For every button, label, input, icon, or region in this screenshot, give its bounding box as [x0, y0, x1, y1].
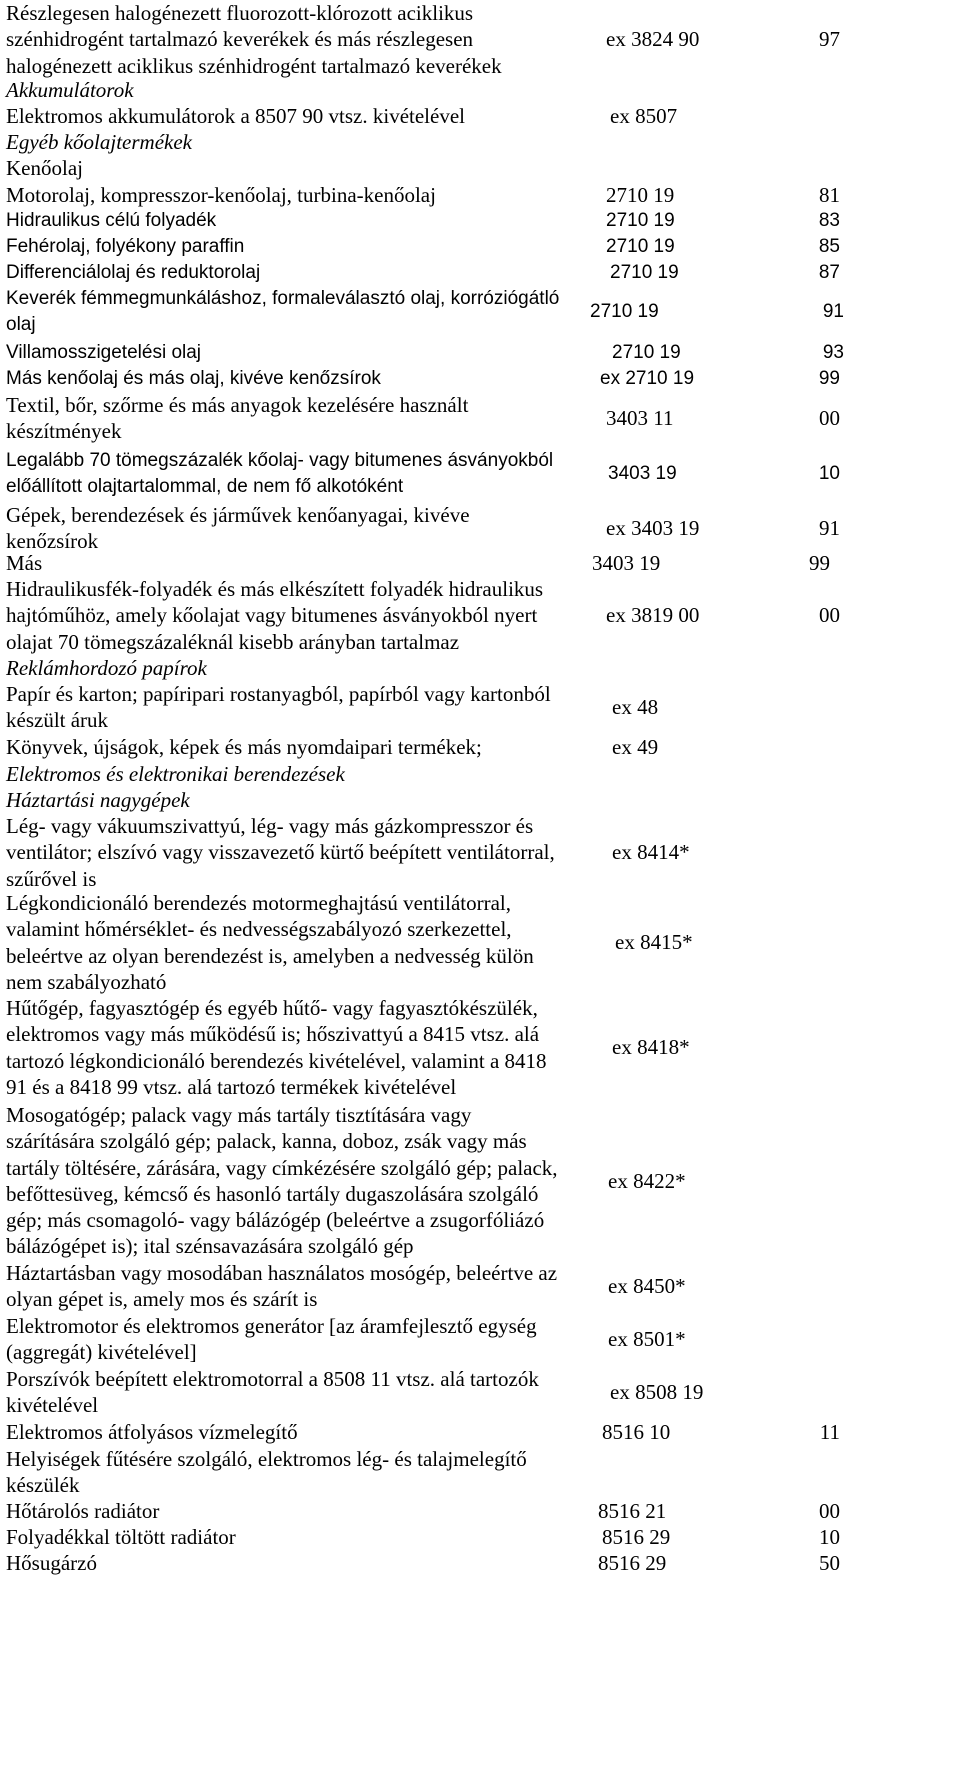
tariff-code: 8516 10	[602, 1420, 671, 1444]
description-line: gép; más csomagoló- vagy bálázógép (beleértve a zsugorfóliázó	[6, 1208, 545, 1233]
description-line: elektromos vagy más működésű is; hőszivattyú a 8415 vtsz. alá	[6, 1022, 540, 1047]
tariff-code: ex 8418*	[612, 1035, 690, 1060]
description-line: Textil, bőr, szőrme és más anyagok kezelésére használt	[6, 393, 469, 417]
item-description	[6, 1524, 676, 1550]
item-description	[6, 550, 676, 576]
item-description	[6, 1102, 676, 1260]
tariff-subcode: 99	[818, 368, 840, 389]
description-line: Folyadékkal töltött radiátor	[6, 1525, 236, 1549]
tariff-code: 2710 19	[590, 301, 659, 323]
tariff-code: ex 8507	[610, 104, 678, 128]
description-line: szénhidrogént tartalmazó keverékek és más részlegesen	[6, 27, 474, 52]
item-description	[6, 1313, 676, 1366]
description-line: Porszívók beépített elektromotorral a 8508 11 vtsz. alá tartozók	[6, 1367, 539, 1391]
description-line: olaj	[6, 314, 36, 336]
description-line: Hűtőgép, fagyasztógép és egyéb hűtő- vagy fagyasztókészülék,	[6, 996, 538, 1020]
tariff-code: ex 49	[612, 735, 659, 759]
description-line: olajat 70 tömegszázaléknál kisebb arányban tartalmaz	[6, 629, 460, 654]
tariff-code: 3403 19	[592, 551, 661, 575]
item-description	[6, 995, 676, 1100]
description-line: Egyéb kőolajtermékek	[6, 130, 192, 154]
item-description	[6, 1366, 676, 1419]
description-line: Részlegesen halogénezett fluorozott-klórozott aciklikus	[6, 1, 474, 25]
description-line: Háztartási nagygépek	[6, 788, 190, 812]
tariff-subcode: 00	[819, 603, 840, 628]
item-description	[6, 0, 676, 79]
description-line: Hidraulikusfék-folyadék és más elkészített folyadék hidraulikus	[6, 577, 544, 601]
description-line: befőttesüveg, kémcső és hasonló tartály dugaszolására szolgáló	[6, 1181, 539, 1206]
item-description	[6, 286, 676, 339]
item-description	[6, 502, 676, 555]
tariff-code: 3403 19	[608, 463, 677, 485]
description-line: Mosogatógép; palack vagy más tartály tisztítására vagy	[6, 1103, 472, 1127]
item-description	[6, 734, 676, 760]
description-line: ventilátor; elszívó vagy visszavezető kürtő beépített ventilátorral,	[6, 840, 555, 865]
tariff-code: ex 2710 19	[600, 368, 695, 389]
tariff-code: ex 8422*	[608, 1168, 686, 1193]
description-line: nem szabályozható	[6, 969, 167, 994]
description-line: 91 és a 8418 99 vtsz. alá tartozó termékek kivételével	[6, 1074, 457, 1099]
tariff-code: ex 8508 19	[610, 1380, 704, 1405]
description-line: Elektromos átfolyásos vízmelegítő	[6, 1420, 298, 1444]
description-line: Hősugárzó	[6, 1551, 97, 1575]
item-description	[6, 392, 676, 445]
description-line: előállított olajtartalommal, de nem fő alkotóként	[6, 476, 404, 498]
item-description	[6, 787, 676, 813]
item-description	[6, 1550, 676, 1576]
description-line: készülék	[6, 1473, 80, 1498]
description-line: kivételével	[6, 1393, 99, 1418]
item-description	[6, 129, 676, 155]
description-line: Elektromos és elektronikai berendezések	[6, 762, 345, 786]
tariff-subcode: 10	[819, 1525, 840, 1549]
item-description	[6, 681, 676, 734]
item-description	[6, 1446, 676, 1499]
tariff-code: ex 8414*	[612, 840, 690, 865]
item-description	[6, 155, 676, 181]
description-line: Keverék fémmegmunkáláshoz, formaleválasztó olaj, korróziógátló	[6, 288, 560, 309]
description-line: Kenőolaj	[6, 156, 83, 180]
tariff-subcode: 50	[819, 1551, 840, 1575]
tariff-subcode: 10	[818, 463, 840, 485]
item-description	[6, 1419, 676, 1445]
description-line: Háztartásban vagy mosodában használatos mosógép, beleértve az	[6, 1261, 558, 1285]
item-description	[6, 260, 676, 286]
item-description	[6, 1498, 676, 1524]
description-line: Villamosszigetelési olaj	[6, 342, 202, 363]
description-line: Gépek, berendezések és járművek kenőanyagai, kivéve	[6, 503, 470, 527]
item-description	[6, 208, 676, 234]
description-line: Lég- vagy vákuumszivattyú, lég- vagy más gázkompresszor és	[6, 814, 534, 838]
description-line: valamint hőmérséklet- és nedvességszabályozó szerkezettel,	[6, 917, 512, 942]
tariff-code: 2710 19	[606, 236, 675, 257]
item-description	[6, 340, 676, 366]
description-line: Könyvek, újságok, képek és más nyomdaipari termékek;	[6, 735, 482, 759]
tariff-subcode: 00	[819, 1499, 840, 1523]
description-line: szárítására szolgáló gép; palack, kanna, doboz, zsák vagy más	[6, 1129, 527, 1154]
description-line: Hőtárolós radiátor	[6, 1499, 160, 1523]
item-description	[6, 234, 676, 260]
tariff-subcode: 85	[818, 236, 840, 257]
tariff-code: 2710 19	[610, 262, 679, 283]
tariff-subcode: 97	[819, 27, 840, 52]
tariff-code: 8516 29	[598, 1551, 667, 1575]
description-line: tartozó légkondicionáló berendezés kivételével, valamint a 8418	[6, 1048, 547, 1073]
tariff-code: ex 8450*	[608, 1274, 686, 1299]
tariff-code: 3403 11	[606, 406, 674, 431]
tariff-code: 8516 29	[602, 1525, 671, 1549]
item-description	[6, 366, 676, 392]
description-line: (aggregát) kivételével]	[6, 1340, 197, 1365]
description-line: Reklámhordozó papírok	[6, 656, 207, 680]
tariff-subcode: 83	[818, 210, 840, 231]
tariff-code: ex 8501*	[608, 1327, 686, 1352]
description-line: Hidraulikus célú folyadék	[6, 210, 217, 231]
item-description	[6, 448, 676, 501]
description-line: Légkondicionáló berendezés motormeghajtású ventilátorral,	[6, 891, 511, 915]
description-line: kenőzsírok	[6, 529, 99, 554]
tariff-subcode: 00	[819, 406, 840, 431]
item-description	[6, 1260, 676, 1313]
tariff-code: ex 3819 00	[606, 603, 700, 628]
item-description	[6, 103, 676, 129]
description-line: készült áruk	[6, 708, 109, 733]
description-line: Fehérolaj, folyékony paraffin	[6, 236, 245, 257]
tariff-subcode: 81	[819, 183, 840, 207]
description-line: Differenciálolaj és reduktorolaj	[6, 262, 261, 283]
description-line: beleértve az olyan berendezést is, amelyben a nedvesség külön	[6, 943, 534, 968]
description-line: Más kenőolaj és más olaj, kivéve kenőzsírok	[6, 368, 381, 389]
tariff-code: ex 8415*	[615, 930, 693, 955]
item-description	[6, 890, 676, 995]
description-line: bálázógépet is); ital szénsavazására szolgáló gép	[6, 1234, 414, 1259]
description-line: tartály töltésére, zárására, vagy címkézésére szolgáló gép; palack,	[6, 1155, 558, 1180]
item-description	[6, 761, 676, 787]
tariff-code: 8516 21	[598, 1499, 667, 1523]
tariff-code: 2710 19	[612, 342, 681, 363]
tariff-code: 2710 19	[606, 183, 675, 207]
tariff-subcode: 91	[822, 301, 844, 323]
tariff-subcode: 93	[822, 342, 844, 363]
tariff-subcode: 11	[819, 1420, 840, 1444]
tariff-code: ex 3824 90	[606, 27, 700, 52]
item-description	[6, 182, 676, 208]
tariff-code: ex 48	[612, 695, 659, 720]
description-line: Legalább 70 tömegszázalék kőolaj- vagy bitumenes ásványokból	[6, 450, 554, 471]
item-description	[6, 813, 676, 892]
description-line: halogénezett aciklikus szénhidrogént tartalmazó keverékek	[6, 53, 502, 78]
tariff-subcode: 87	[818, 262, 840, 283]
description-line: hajtóműhöz, amely kőolajat vagy bitumenes ásványokból nyert	[6, 603, 538, 628]
item-description	[6, 655, 676, 681]
description-line: készítmények	[6, 419, 122, 444]
tariff-subcode: 99	[809, 551, 830, 575]
description-line: Elektromotor és elektromos generátor [az áramfejlesztő egység	[6, 1314, 537, 1338]
description-line: szűrővel is	[6, 866, 97, 891]
item-description	[6, 576, 676, 655]
tariff-code: ex 3403 19	[606, 516, 700, 541]
description-line: Papír és karton; papíripari rostanyagból, papírból vagy kartonból	[6, 682, 551, 706]
item-description	[6, 77, 676, 103]
description-line: Akkumulátorok	[6, 78, 134, 102]
tariff-code: 2710 19	[606, 210, 675, 231]
description-line: Más	[6, 551, 43, 575]
tariff-subcode: 91	[819, 516, 840, 541]
description-line: olyan gépet is, amely mos és szárít is	[6, 1287, 318, 1312]
description-line: Helyiségek fűtésére szolgáló, elektromos lég- és talajmelegítő	[6, 1447, 527, 1471]
description-line: Elektromos akkumulátorok a 8507 90 vtsz. kivételével	[6, 104, 465, 128]
description-line: Motorolaj, kompresszor-kenőolaj, turbina-kenőolaj	[6, 183, 436, 207]
